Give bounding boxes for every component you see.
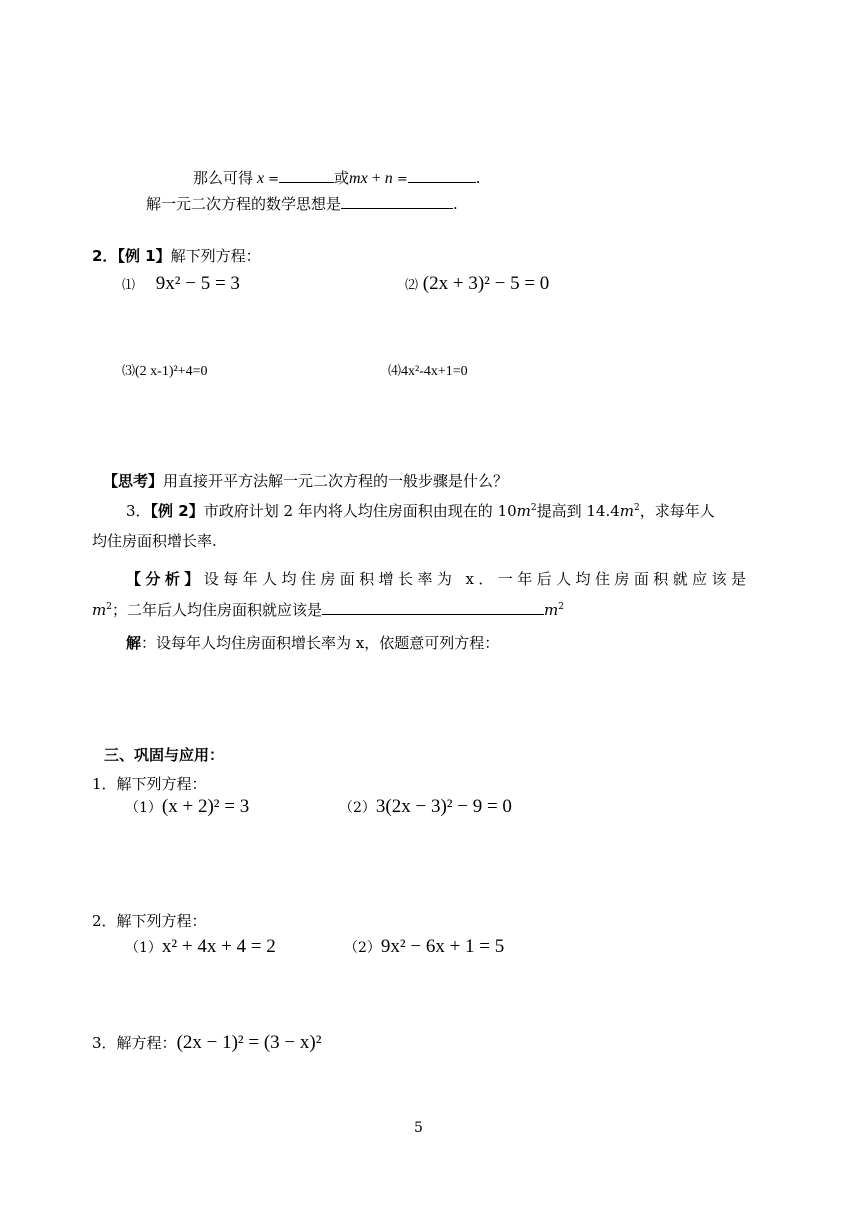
intro-line-2 — [146, 192, 458, 214]
equation: 4x²-4x+1=0 — [401, 364, 468, 379]
q2-heading — [92, 910, 207, 931]
equation: 9x² − 5 = 3 — [155, 273, 240, 294]
q2-instruction: 解下列方程： — [116, 912, 207, 930]
intro-thought-text: 解一元二次方程的数学思想是 — [146, 195, 342, 213]
q2-number: 2． — [92, 912, 117, 930]
example1-problem-4 — [388, 360, 468, 380]
intro-thought-end: . — [453, 195, 458, 213]
solution-line — [126, 632, 499, 653]
problem-label: ⑴ — [122, 278, 136, 293]
problem-label: （1） — [125, 800, 162, 816]
example1-tag: 【例 1】 — [117, 247, 171, 265]
q3-number: 3． — [92, 1034, 117, 1052]
think-tag: 【思考】 — [103, 472, 164, 490]
analysis-text: 设每年人均住房面积增长率为 x．一年后人均住房面积就应该是 — [203, 570, 746, 588]
q1-instruction: 解下列方程： — [116, 775, 207, 793]
example2-text-a: 市政府计划 2 年内将人均住房面积由现在的 10 — [203, 502, 517, 520]
q1-problem-2 — [339, 796, 512, 818]
intro-line-1: 那么可得 x = 或mx + n = . — [193, 166, 481, 188]
equation: (x + 2)² = 3 — [161, 796, 250, 817]
think-line — [103, 470, 508, 491]
analysis-line2-text: ；二年后人均住房面积就应该是 — [111, 601, 322, 619]
problem-label: （2） — [339, 800, 376, 816]
problem-label: （2） — [344, 940, 381, 956]
think-text: 用直接开平方法解一元二次方程的一般步骤是什么？ — [163, 472, 509, 490]
example1-problem-3 — [122, 360, 208, 380]
answer-blank-thought[interactable] — [341, 192, 453, 209]
q1-problem-1 — [125, 796, 249, 818]
intro-end: . — [475, 169, 481, 187]
example1-problem-2 — [405, 273, 549, 295]
equation: (2 x-1)²+4=0 — [135, 364, 208, 379]
example1-number: 2． — [92, 247, 118, 265]
problem-label: ⑶ — [122, 364, 136, 379]
section3-heading: 三、巩固与应用： — [104, 746, 225, 764]
example2-text-line2: 均住房面积增长率. — [92, 532, 217, 550]
example1-heading — [92, 245, 261, 266]
q1-number: 1． — [92, 775, 117, 793]
solution-text: ：设每年人均住房面积增长率为 x，依题意可列方程： — [141, 634, 500, 652]
answer-blank-mxn[interactable] — [408, 166, 476, 183]
example1-problem-1 — [122, 273, 240, 295]
equation: (2x − 1)² = (3 − x)² — [176, 1032, 322, 1053]
q1-heading — [92, 773, 207, 794]
analysis-line-1 — [126, 568, 746, 589]
q2-problem-2 — [344, 936, 504, 958]
example2-text-b: 提高到 14.4 — [536, 502, 620, 520]
analysis-tag: 【分析】 — [126, 570, 204, 588]
equation: (2x + 3)² − 5 = 0 — [422, 273, 550, 294]
example2-text-c: ，求每年人 — [639, 502, 715, 520]
example2-number: 3． — [126, 502, 151, 520]
answer-blank-two-years[interactable] — [322, 598, 544, 615]
solution-tag: 解 — [126, 634, 142, 652]
answer-blank-x[interactable] — [279, 166, 334, 183]
problem-label: ⑷ — [388, 364, 402, 379]
analysis-line-2: $m^2$；二年后人均住房面积就应该是 $m^2$ — [92, 598, 564, 620]
equation: x² + 4x + 4 = 2 — [161, 936, 276, 957]
q2-problem-1 — [125, 936, 276, 958]
intro-or: 或 — [334, 169, 350, 187]
example2-line-2 — [92, 530, 217, 551]
example2-tag: 【例 2】 — [150, 502, 204, 520]
equation: 3(2x − 3)² − 9 = 0 — [375, 796, 512, 817]
q3-instruction: 解方程： — [116, 1034, 177, 1052]
example2-line-1: 3．【例 2】市政府计划 2 年内将人均住房面积由现在的 $10m^2$提高到 $14.4m^2$，求每年人 — [126, 502, 715, 520]
example1-instruction: 解下列方程： — [170, 247, 261, 265]
q3-line — [92, 1032, 321, 1054]
problem-label: ⑵ — [405, 278, 419, 293]
equation: 9x² − 6x + 1 = 5 — [380, 936, 505, 957]
problem-label: （1） — [125, 940, 162, 956]
intro-prefix: 那么可得 — [193, 169, 254, 187]
page-number: 5 — [414, 1120, 423, 1136]
